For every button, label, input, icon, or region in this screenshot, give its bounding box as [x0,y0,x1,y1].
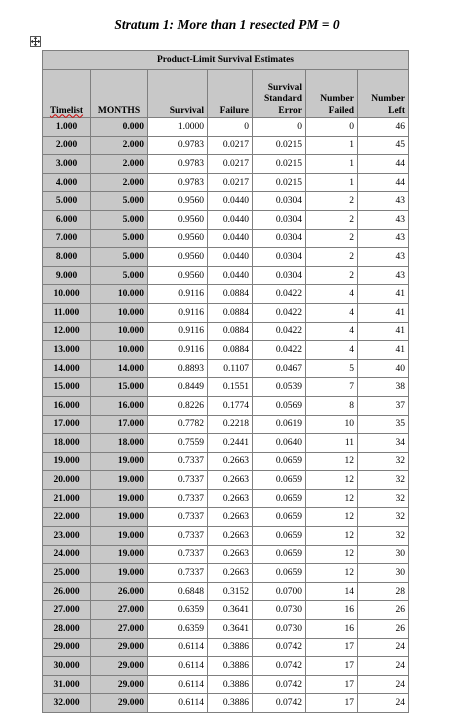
number-failed-cell: 12 [306,489,358,508]
header-months: MONTHS [91,70,148,118]
number-left-cell: 43 [358,229,409,248]
std-error-cell: 0.0659 [253,527,306,546]
table-row [43,285,409,304]
timelist-cell: 6.000 [43,210,91,229]
failure-cell: 0.0440 [208,266,253,285]
number-failed-cell: 12 [306,508,358,527]
number-left-cell: 24 [358,694,409,713]
table-row [43,582,409,601]
survival-cell: 0.9783 [148,136,208,155]
timelist-cell: 3.000 [43,155,91,174]
months-cell: 10.000 [91,303,148,322]
std-error-cell: 0.0304 [253,266,306,285]
survival-cell: 0.7337 [148,527,208,546]
header-number-left: Number Left [358,70,409,118]
std-error-cell: 0.0304 [253,210,306,229]
number-left-cell: 40 [358,359,409,378]
number-left-cell: 41 [358,285,409,304]
months-cell: 19.000 [91,452,148,471]
number-left-cell: 30 [358,545,409,564]
number-failed-cell: 2 [306,210,358,229]
months-cell: 19.000 [91,489,148,508]
failure-cell: 0.0217 [208,136,253,155]
number-left-cell: 32 [358,489,409,508]
number-failed-cell: 10 [306,415,358,434]
months-cell: 5.000 [91,210,148,229]
number-failed-cell: 17 [306,675,358,694]
timelist-cell: 12.000 [43,322,91,341]
number-left-cell: 28 [358,582,409,601]
number-failed-cell: 0 [306,118,358,137]
std-error-cell: 0.0539 [253,378,306,397]
survival-cell: 0.8226 [148,396,208,415]
months-cell: 5.000 [91,192,148,211]
survival-cell: 0.7337 [148,508,208,527]
table-row [43,415,409,434]
months-cell: 27.000 [91,601,148,620]
number-left-cell: 35 [358,415,409,434]
number-failed-cell: 2 [306,248,358,267]
table-row [43,359,409,378]
survival-cell: 0.8449 [148,378,208,397]
std-error-cell: 0.0742 [253,638,306,657]
std-error-cell: 0 [253,118,306,137]
months-cell: 15.000 [91,378,148,397]
number-failed-cell: 1 [306,173,358,192]
timelist-cell: 32.000 [43,694,91,713]
timelist-cell: 23.000 [43,527,91,546]
failure-cell: 0.3886 [208,694,253,713]
header-timelist: Timelist [43,70,91,118]
months-cell: 0.000 [91,118,148,137]
failure-cell: 0.2663 [208,527,253,546]
number-left-cell: 32 [358,508,409,527]
timelist-cell: 22.000 [43,508,91,527]
header-survival: Survival [148,70,208,118]
std-error-cell: 0.0215 [253,155,306,174]
failure-cell: 0.1774 [208,396,253,415]
months-cell: 19.000 [91,545,148,564]
std-error-cell: 0.0422 [253,285,306,304]
table-caption: Product-Limit Survival Estimates [43,51,409,70]
table-row [43,434,409,453]
survival-cell: 0.7337 [148,471,208,490]
std-error-cell: 0.0304 [253,248,306,267]
number-left-cell: 41 [358,322,409,341]
timelist-cell: 5.000 [43,192,91,211]
timelist-cell: 10.000 [43,285,91,304]
number-failed-cell: 16 [306,601,358,620]
std-error-cell: 0.0215 [253,136,306,155]
failure-cell: 0.2441 [208,434,253,453]
table-row [43,564,409,583]
months-cell: 10.000 [91,285,148,304]
months-cell: 17.000 [91,415,148,434]
std-error-cell: 0.0659 [253,508,306,527]
failure-cell: 0.0884 [208,303,253,322]
std-error-cell: 0.0659 [253,564,306,583]
table-row [43,489,409,508]
survival-cell: 0.9560 [148,210,208,229]
table-body [43,118,409,713]
number-left-cell: 30 [358,564,409,583]
table-row [43,452,409,471]
number-failed-cell: 7 [306,378,358,397]
survival-cell: 0.9783 [148,155,208,174]
failure-cell: 0.1551 [208,378,253,397]
months-cell: 27.000 [91,620,148,639]
survival-cell: 0.7782 [148,415,208,434]
timelist-cell: 17.000 [43,415,91,434]
timelist-cell: 29.000 [43,638,91,657]
timelist-cell: 9.000 [43,266,91,285]
table-row [43,638,409,657]
failure-cell: 0.2663 [208,564,253,583]
failure-cell: 0.0884 [208,285,253,304]
std-error-cell: 0.0742 [253,675,306,694]
number-failed-cell: 12 [306,471,358,490]
months-cell: 19.000 [91,508,148,527]
table-row [43,620,409,639]
number-failed-cell: 2 [306,192,358,211]
failure-cell: 0.3886 [208,657,253,676]
survival-cell: 0.6114 [148,694,208,713]
table-row [43,657,409,676]
number-left-cell: 32 [358,452,409,471]
std-error-cell: 0.0422 [253,322,306,341]
number-left-cell: 24 [358,657,409,676]
months-cell: 2.000 [91,173,148,192]
timelist-cell: 16.000 [43,396,91,415]
timelist-cell: 8.000 [43,248,91,267]
failure-cell: 0 [208,118,253,137]
number-failed-cell: 11 [306,434,358,453]
number-failed-cell: 1 [306,136,358,155]
timelist-cell: 27.000 [43,601,91,620]
survival-cell: 0.9560 [148,266,208,285]
table-row [43,675,409,694]
number-left-cell: 32 [358,471,409,490]
survival-estimates-table [42,50,409,713]
timelist-cell: 28.000 [43,620,91,639]
timelist-cell: 2.000 [43,136,91,155]
failure-cell: 0.0884 [208,341,253,360]
number-left-cell: 43 [358,266,409,285]
failure-cell: 0.2218 [208,415,253,434]
failure-cell: 0.0884 [208,322,253,341]
months-cell: 18.000 [91,434,148,453]
number-left-cell: 24 [358,638,409,657]
months-cell: 2.000 [91,136,148,155]
number-failed-cell: 4 [306,303,358,322]
number-failed-cell: 5 [306,359,358,378]
table-row [43,322,409,341]
survival-cell: 0.9560 [148,192,208,211]
survival-cell: 0.7337 [148,545,208,564]
survival-cell: 0.8893 [148,359,208,378]
failure-cell: 0.3886 [208,638,253,657]
table-row [43,341,409,360]
survival-cell: 0.9116 [148,341,208,360]
survival-cell: 0.6114 [148,675,208,694]
std-error-cell: 0.0304 [253,229,306,248]
number-failed-cell: 2 [306,229,358,248]
number-failed-cell: 4 [306,322,358,341]
timelist-cell: 21.000 [43,489,91,508]
failure-cell: 0.0440 [208,210,253,229]
std-error-cell: 0.0730 [253,620,306,639]
survival-cell: 0.6359 [148,601,208,620]
number-left-cell: 43 [358,210,409,229]
months-cell: 2.000 [91,155,148,174]
failure-cell: 0.2663 [208,471,253,490]
table-row [43,266,409,285]
survival-cell: 0.9116 [148,303,208,322]
timelist-cell: 1.000 [43,118,91,137]
months-cell: 5.000 [91,248,148,267]
timelist-cell: 26.000 [43,582,91,601]
table-row [43,155,409,174]
survival-cell: 0.9560 [148,229,208,248]
number-left-cell: 43 [358,248,409,267]
months-cell: 10.000 [91,341,148,360]
failure-cell: 0.0440 [208,248,253,267]
months-cell: 29.000 [91,694,148,713]
table-row [43,303,409,322]
number-left-cell: 26 [358,601,409,620]
survival-cell: 0.9783 [148,173,208,192]
table-row [43,601,409,620]
stratum-title: Stratum 1: More than 1 resected PM = 0 [114,17,340,32]
number-failed-cell: 2 [306,266,358,285]
survival-cell: 0.7337 [148,564,208,583]
survival-cell: 0.7337 [148,489,208,508]
timelist-cell: 31.000 [43,675,91,694]
std-error-cell: 0.0659 [253,471,306,490]
number-failed-cell: 14 [306,582,358,601]
timelist-cell: 18.000 [43,434,91,453]
number-left-cell: 37 [358,396,409,415]
timelist-cell: 25.000 [43,564,91,583]
std-error-cell: 0.0569 [253,396,306,415]
months-cell: 29.000 [91,657,148,676]
std-error-cell: 0.0215 [253,173,306,192]
header-survival-standard-error: Survival Standard Error [253,70,306,118]
number-left-cell: 46 [358,118,409,137]
timelist-cell: 4.000 [43,173,91,192]
failure-cell: 0.2663 [208,508,253,527]
timelist-cell: 20.000 [43,471,91,490]
failure-cell: 0.3886 [208,675,253,694]
survival-cell: 0.6114 [148,638,208,657]
number-left-cell: 24 [358,675,409,694]
number-left-cell: 38 [358,378,409,397]
months-cell: 5.000 [91,229,148,248]
std-error-cell: 0.0640 [253,434,306,453]
number-failed-cell: 16 [306,620,358,639]
std-error-cell: 0.0659 [253,452,306,471]
table-row [43,508,409,527]
timelist-cell: 24.000 [43,545,91,564]
survival-cell: 0.9116 [148,322,208,341]
months-cell: 19.000 [91,471,148,490]
number-left-cell: 45 [358,136,409,155]
std-error-cell: 0.0730 [253,601,306,620]
number-left-cell: 41 [358,303,409,322]
months-cell: 14.000 [91,359,148,378]
survival-cell: 0.9560 [148,248,208,267]
months-cell: 26.000 [91,582,148,601]
number-failed-cell: 12 [306,545,358,564]
failure-cell: 0.2663 [208,489,253,508]
table-row [43,471,409,490]
months-cell: 10.000 [91,322,148,341]
std-error-cell: 0.0700 [253,582,306,601]
failure-cell: 0.3152 [208,582,253,601]
table-move-handle-icon[interactable] [30,36,41,47]
table-row [43,229,409,248]
survival-cell: 0.9116 [148,285,208,304]
number-left-cell: 34 [358,434,409,453]
months-cell: 16.000 [91,396,148,415]
number-failed-cell: 8 [306,396,358,415]
timelist-cell: 14.000 [43,359,91,378]
number-left-cell: 44 [358,155,409,174]
number-left-cell: 41 [358,341,409,360]
std-error-cell: 0.0422 [253,341,306,360]
timelist-cell: 11.000 [43,303,91,322]
survival-cell: 0.7337 [148,452,208,471]
number-left-cell: 44 [358,173,409,192]
timelist-cell: 30.000 [43,657,91,676]
failure-cell: 0.2663 [208,545,253,564]
failure-cell: 0.3641 [208,620,253,639]
table-row [43,527,409,546]
months-cell: 19.000 [91,564,148,583]
months-cell: 29.000 [91,675,148,694]
std-error-cell: 0.0742 [253,694,306,713]
failure-cell: 0.1107 [208,359,253,378]
survival-cell: 0.7559 [148,434,208,453]
timelist-cell: 13.000 [43,341,91,360]
move-arrows-icon [31,37,40,46]
table-row [43,118,409,137]
survival-cell: 1.0000 [148,118,208,137]
number-failed-cell: 4 [306,285,358,304]
std-error-cell: 0.0304 [253,192,306,211]
number-failed-cell: 17 [306,638,358,657]
std-error-cell: 0.0467 [253,359,306,378]
table-row [43,136,409,155]
timelist-cell: 15.000 [43,378,91,397]
failure-cell: 0.2663 [208,452,253,471]
std-error-cell: 0.0742 [253,657,306,676]
header-failure: Failure [208,70,253,118]
number-failed-cell: 12 [306,452,358,471]
std-error-cell: 0.0422 [253,303,306,322]
survival-cell: 0.6848 [148,582,208,601]
failure-cell: 0.0217 [208,173,253,192]
table-row [43,192,409,211]
failure-cell: 0.3641 [208,601,253,620]
timelist-cell: 7.000 [43,229,91,248]
failure-cell: 0.0440 [208,229,253,248]
number-failed-cell: 17 [306,657,358,676]
number-failed-cell: 1 [306,155,358,174]
number-left-cell: 43 [358,192,409,211]
months-cell: 5.000 [91,266,148,285]
number-failed-cell: 17 [306,694,358,713]
survival-cell: 0.6359 [148,620,208,639]
survival-cell: 0.6114 [148,657,208,676]
number-failed-cell: 4 [306,341,358,360]
std-error-cell: 0.0659 [253,545,306,564]
table-row [43,694,409,713]
timelist-cell: 19.000 [43,452,91,471]
number-failed-cell: 12 [306,564,358,583]
table-row [43,210,409,229]
number-failed-cell: 12 [306,527,358,546]
table-row [43,396,409,415]
table-row [43,248,409,267]
table-row [43,378,409,397]
std-error-cell: 0.0659 [253,489,306,508]
number-left-cell: 32 [358,527,409,546]
months-cell: 19.000 [91,527,148,546]
std-error-cell: 0.0619 [253,415,306,434]
table-row [43,545,409,564]
months-cell: 29.000 [91,638,148,657]
number-left-cell: 26 [358,620,409,639]
header-number-failed: Number Failed [306,70,358,118]
failure-cell: 0.0440 [208,192,253,211]
failure-cell: 0.0217 [208,155,253,174]
table-row [43,173,409,192]
